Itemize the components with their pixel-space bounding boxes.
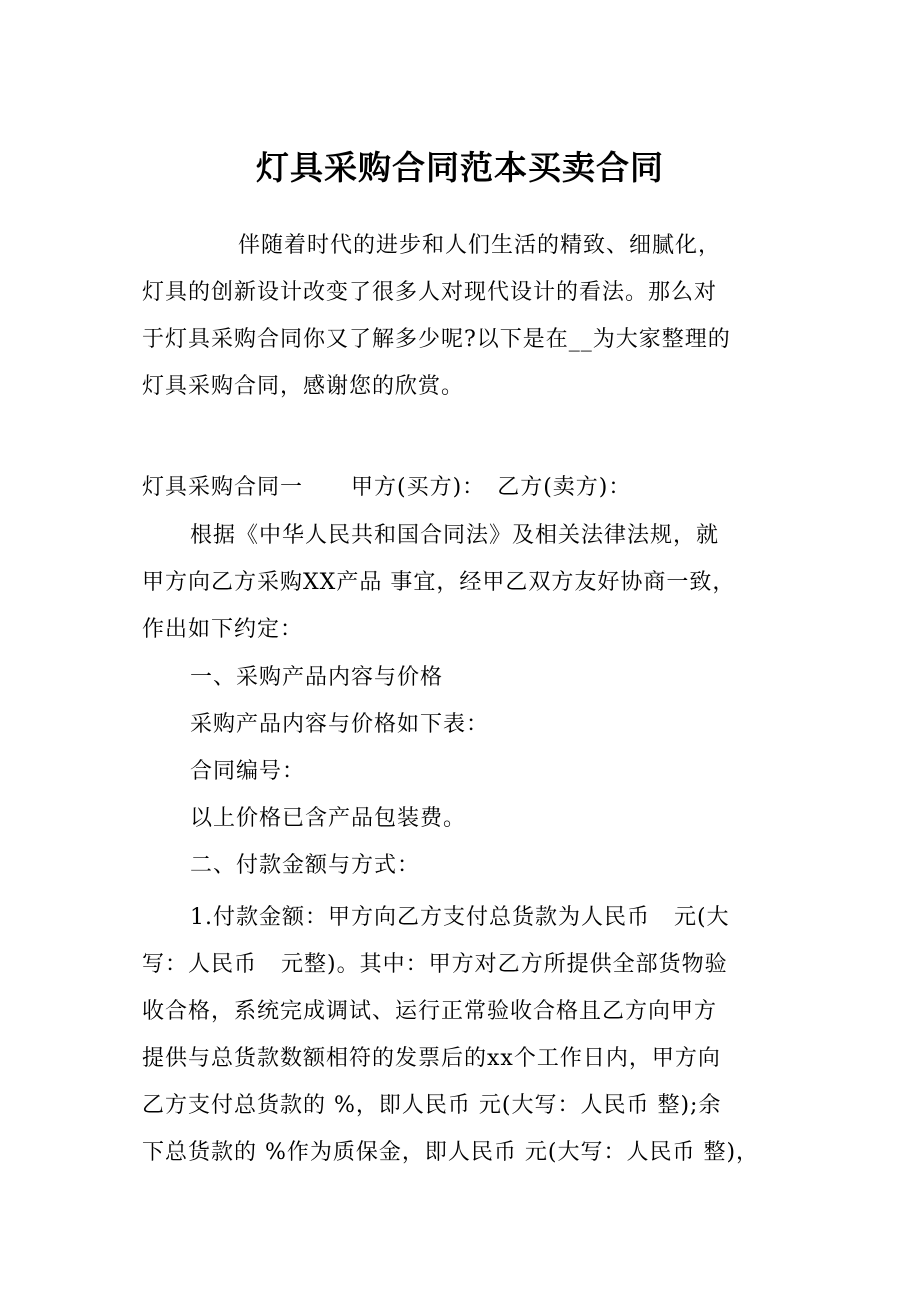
section-1 [142,654,792,889]
contract-heading [142,464,792,511]
section-1-item: 以上价格已含产品包装费。 [190,806,467,831]
contract-name: 灯具采购合同一 [142,475,304,500]
payment-line: 乙方支付总货款的 %，即人民币 元(大写：人民币 整);余 [142,1093,722,1118]
section-1-item: 采购产品内容与价格如下表： [190,712,490,737]
party-a-label: 甲方(买方)： [351,475,486,500]
payment-paragraph [142,894,792,1176]
document-title: 灯具采购合同范本买卖合同 [256,148,664,187]
intro-line: 伴随着时代的进步和人们生活的精致、细腻化， [238,233,722,258]
section-2-heading: 二、付款金额与方式： [190,853,421,878]
payment-line: 下总货款的 %作为质保金，即人民币 元(大写：人民币 整)， [142,1140,760,1165]
basis-line: 甲方向乙方采购XX产品 事宜，经甲乙双方友好协商一致， [142,570,736,595]
intro-line: 灯具的创新设计改变了很多人对现代设计的看法。那么对 [142,280,718,305]
payment-line: 提供与总货款数额相符的发票后的xx个工作日内，甲方向 [142,1046,721,1071]
party-b-label: 乙方(卖方)： [497,475,632,500]
section-1-heading: 一、采购产品内容与价格 [190,665,444,690]
intro-paragraph [142,222,792,410]
payment-line: 1.付款金额：甲方向乙方支付总货款为人民币 元(大 [190,905,730,930]
intro-line: 灯具采购合同，感谢您的欣赏。 [142,374,465,399]
payment-line: 收合格，系统完成调试、运行正常验收合格且乙方向甲方 [142,999,718,1024]
basis-line: 根据《中华人民共和国合同法》及相关法律法规，就 [190,523,720,548]
payment-line: 写：人民币 元整)。其中：甲方对乙方所提供全部货物验 [142,952,728,977]
section-1-item: 合同编号： [190,759,306,784]
intro-line: 于灯具采购合同你又了解多少呢?以下是在__为大家整理的 [142,327,731,352]
basis-paragraph [142,512,792,653]
basis-line: 作出如下约定： [142,617,304,642]
